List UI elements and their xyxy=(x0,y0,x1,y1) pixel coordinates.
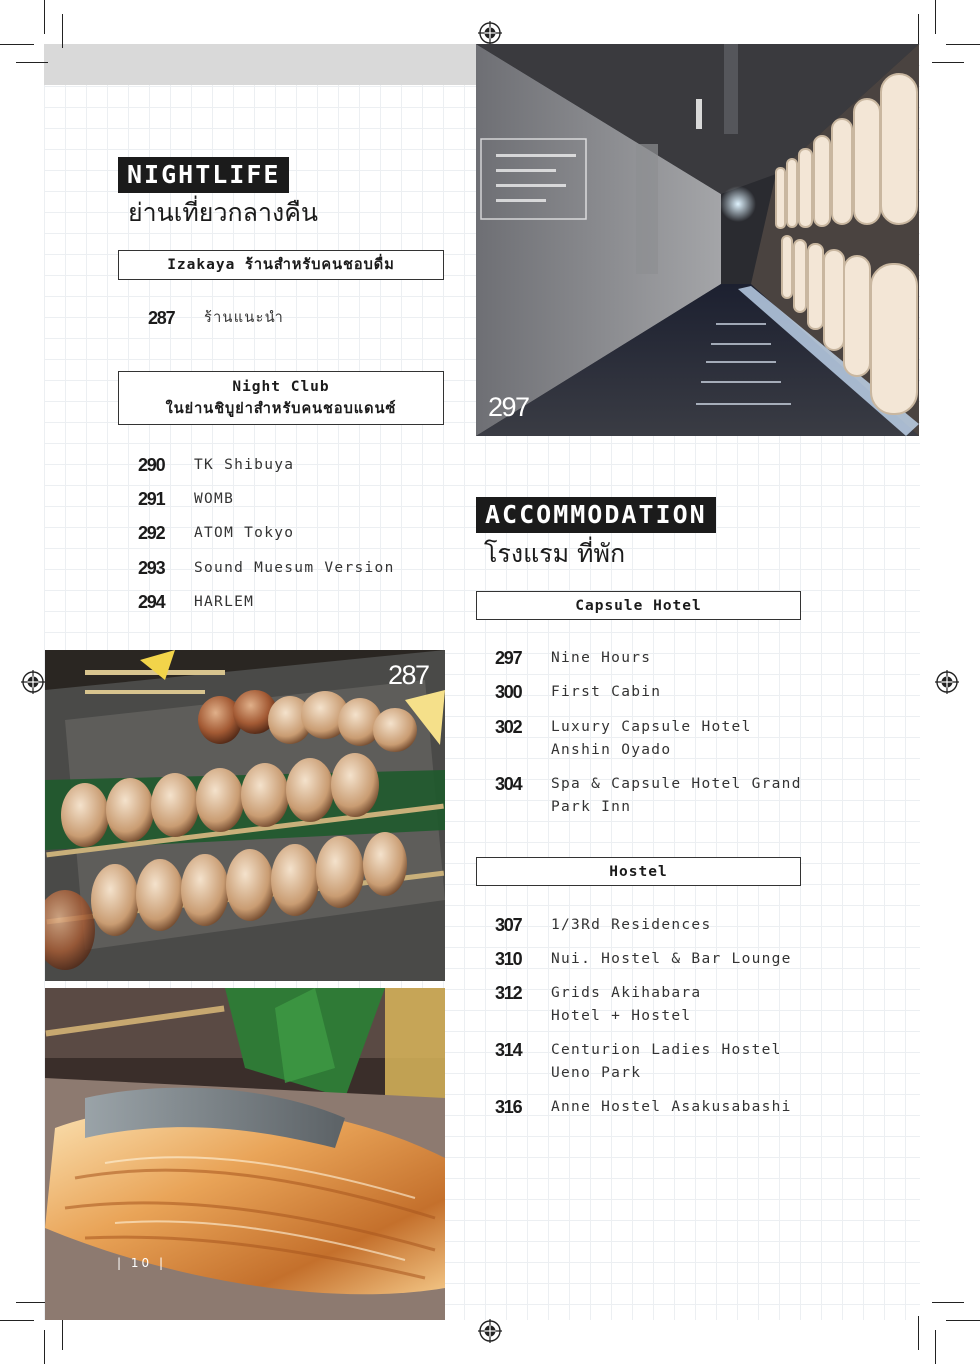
crop-mark xyxy=(918,14,919,48)
crop-mark xyxy=(44,1330,45,1364)
top-gray-band xyxy=(44,44,476,85)
entry-page-number: 292 xyxy=(138,523,165,543)
entry-name: First Cabin xyxy=(551,684,662,700)
crop-mark xyxy=(44,0,45,34)
list-item xyxy=(495,982,701,1028)
entry-name: Anne Hostel Asakusabashi xyxy=(551,1099,792,1115)
registration-mark-icon xyxy=(935,670,959,694)
list-item xyxy=(138,488,234,511)
crop-mark xyxy=(918,1316,919,1350)
hostel-category-box xyxy=(476,857,801,886)
entry-page-number: 312 xyxy=(495,983,522,1003)
crop-mark xyxy=(16,62,48,63)
corridor-photo-page-label: 297 xyxy=(488,392,529,422)
night-club-category-label: Night Club xyxy=(232,379,330,395)
entry-name: Spa & Capsule Hotel Grand Park Inn xyxy=(551,776,802,815)
list-item xyxy=(148,307,284,330)
accommodation-title: ACCOMMODATION xyxy=(476,497,716,533)
crop-mark xyxy=(0,1320,34,1321)
list-item xyxy=(495,773,802,819)
entry-name: 1/3Rd Residences xyxy=(551,917,712,933)
list-item xyxy=(495,1039,782,1085)
list-item xyxy=(495,647,651,670)
entry-name: ร้านแนะนำ xyxy=(204,310,285,326)
list-item xyxy=(495,1096,792,1119)
entry-page-number: 294 xyxy=(138,592,165,612)
crop-mark xyxy=(935,1330,936,1364)
crop-mark xyxy=(946,1320,980,1321)
list-item xyxy=(138,454,294,477)
yakitori-photo-page-label: 287 xyxy=(388,660,429,690)
entry-name: Nine Hours xyxy=(551,650,652,666)
yakitori-skewers-photo xyxy=(45,650,445,981)
entry-page-number: 310 xyxy=(495,949,522,969)
list-item xyxy=(138,522,294,545)
crop-mark xyxy=(0,44,34,45)
entry-name: HARLEM xyxy=(194,594,255,610)
entry-page-number: 290 xyxy=(138,455,165,475)
crop-mark xyxy=(932,1302,964,1303)
entry-name: Nui. Hostel & Bar Lounge xyxy=(551,951,792,967)
list-item xyxy=(138,557,395,580)
list-item xyxy=(138,591,254,614)
entry-page-number: 302 xyxy=(495,717,522,737)
list-item xyxy=(495,948,792,971)
capsule-hotel-corridor-photo xyxy=(476,44,919,436)
entry-name: Sound Muesum Version xyxy=(194,560,395,576)
registration-mark-icon xyxy=(478,1319,502,1343)
crop-mark xyxy=(932,62,964,63)
night-club-category-box xyxy=(118,371,444,425)
entry-page-number: 307 xyxy=(495,915,522,935)
izakaya-category-box xyxy=(118,250,444,280)
crop-mark xyxy=(16,1302,48,1303)
registration-mark-icon xyxy=(478,21,502,45)
entry-name: Luxury Capsule Hotel Anshin Oyado xyxy=(551,719,752,758)
entry-page-number: 300 xyxy=(495,682,522,702)
entry-page-number: 316 xyxy=(495,1097,522,1117)
entry-name: TK Shibuya xyxy=(194,457,295,473)
night-club-category-description: ในย่านชิบูย่าสำหรับคนชอบแดนซ์ xyxy=(165,401,397,417)
entry-name: Grids Akihabara Hotel + Hostel xyxy=(551,985,702,1024)
crop-mark xyxy=(935,0,936,34)
page-number-folio: | 10 | xyxy=(117,1256,166,1270)
list-item xyxy=(495,716,752,762)
entry-page-number: 304 xyxy=(495,774,522,794)
entry-name: Centurion Ladies Hostel Ueno Park xyxy=(551,1042,782,1081)
entry-page-number: 293 xyxy=(138,558,165,578)
list-item xyxy=(495,914,711,937)
entry-name: WOMB xyxy=(194,491,235,507)
list-item xyxy=(495,681,661,704)
hostel-category-label: Hostel xyxy=(609,863,668,880)
registration-mark-icon xyxy=(21,670,45,694)
entry-name: ATOM Tokyo xyxy=(194,525,295,541)
grilled-fish-photo xyxy=(45,988,445,1320)
crop-mark xyxy=(946,44,980,45)
nightlife-title: NIGHTLIFE xyxy=(118,157,289,193)
nightlife-subtitle: ย่านเที่ยวกลางคืน xyxy=(128,198,319,227)
capsule-hotel-category-label: Capsule Hotel xyxy=(575,597,702,614)
capsule-hotel-category-box xyxy=(476,591,801,620)
entry-page-number: 314 xyxy=(495,1040,522,1060)
entry-page-number: 297 xyxy=(495,648,522,668)
izakaya-category-label: Izakaya ร้านสำหรับคนชอบดื่ม xyxy=(167,257,395,273)
entry-page-number: 291 xyxy=(138,489,165,509)
entry-page-number: 287 xyxy=(148,308,175,328)
accommodation-subtitle: โรงแรม ที่พัก xyxy=(484,539,626,568)
crop-mark xyxy=(62,1316,63,1350)
crop-mark xyxy=(62,14,63,48)
